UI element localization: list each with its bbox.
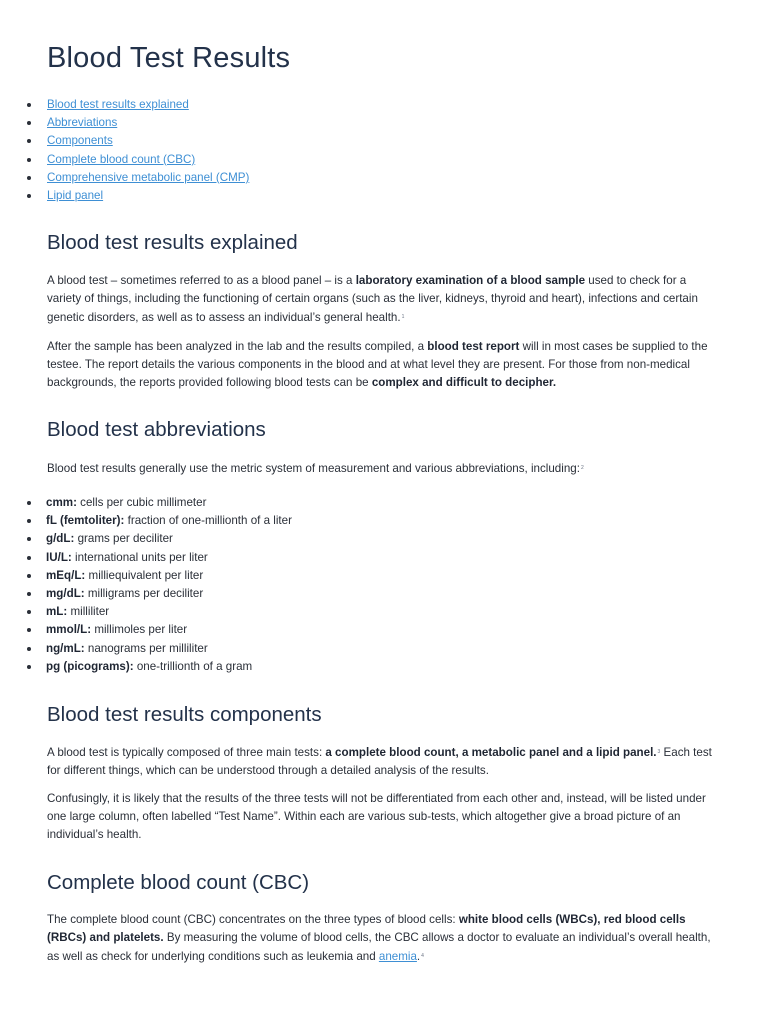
toc-item: [47, 96, 249, 114]
abbr-term: IU/L:: [46, 550, 72, 564]
toc-item: [47, 151, 249, 169]
abbr-definition: millimoles per liter: [94, 623, 188, 637]
text-run: will in most cases be supplied to the testee. The report details the various components in the blood and at what level they are present. For those from non-medical backgrounds, the reports provided following blood tests can be: [47, 340, 708, 389]
toc-link-components[interactable]: Components: [47, 134, 113, 148]
abbr-term: mmol/L:: [46, 623, 92, 637]
abbr-term: pg (picograms):: [46, 659, 134, 673]
bold-text: white blood cells (WBCs), red blood cells (RBCs) and platelets.: [47, 913, 686, 944]
abbr-definition: milliliter: [70, 605, 110, 619]
bold-text: laboratory examination of a blood sample: [355, 274, 586, 287]
text-run: A blood test is typically composed of three main tests:: [47, 746, 326, 759]
abbr-term: mL:: [46, 605, 68, 619]
text-run: used to check for a variety of things, including the functioning of certain organs (such as the liver, kidneys, thyroid and heart), infections and certain genetic disorders, as well as to assess an individual’s general health.: [47, 274, 698, 324]
page-title: Blood Test Results: [47, 42, 291, 74]
footnote-ref[interactable]: 4: [421, 953, 424, 959]
abbr-term: cmm:: [46, 496, 77, 509]
table-of-contents: [47, 96, 249, 205]
bold-text: blood test report: [427, 340, 520, 353]
explained-paragraph-1: [47, 272, 722, 327]
section-heading-cbc: Complete blood count (CBC): [47, 871, 310, 894]
footnote-ref[interactable]: 2: [580, 465, 584, 471]
abbr-term: ng/mL:: [46, 641, 85, 655]
list-item: [46, 512, 292, 530]
text-run: After the sample has been analyzed in the lab and the results compiled, a: [47, 340, 428, 353]
abbr-definition: grams per deciliter: [77, 532, 173, 546]
toc-link-cmp[interactable]: Comprehensive metabolic panel (CMP): [47, 170, 250, 184]
anemia-link[interactable]: anemia: [378, 950, 417, 963]
list-item: [46, 494, 292, 512]
abbr-term: g/dL:: [46, 532, 75, 546]
abbr-definition: milliequivalent per liter: [88, 568, 204, 582]
footnote-ref[interactable]: 3: [657, 749, 661, 755]
list-item: [46, 567, 292, 585]
bold-text: complex and difficult to decipher.: [371, 376, 557, 389]
abbr-term: mg/dL:: [46, 587, 85, 601]
section-heading-components: Blood test results components: [47, 703, 322, 726]
list-item: [46, 549, 292, 567]
abbreviation-list: [46, 494, 292, 676]
text-run: Blood test results generally use the metric system of measurement and various abbreviations, including:: [47, 462, 580, 475]
abbr-definition: fraction of one-millionth of a liter: [127, 514, 292, 528]
abbr-definition: international units per liter: [75, 550, 208, 564]
text-run: By measuring the volume of blood cells, the CBC allows a doctor to evaluate an individual’s overall health, as well as check for underlying conditions such as leukemia and: [47, 931, 711, 963]
toc-link-cbc[interactable]: Complete blood count (CBC): [47, 152, 196, 166]
abbreviations-intro: [47, 459, 722, 478]
abbr-definition: cells per cubic millimeter: [80, 496, 207, 509]
abbr-definition: one-trillionth of a gram: [136, 659, 253, 673]
toc-link-abbreviations[interactable]: Abbreviations: [47, 116, 118, 130]
list-item: [46, 585, 292, 603]
section-heading-explained: Blood test results explained: [47, 231, 298, 254]
toc-item: [47, 187, 249, 205]
toc-item: [47, 169, 249, 187]
toc-link-explained[interactable]: Blood test results explained: [47, 98, 189, 111]
components-paragraph-1: [47, 743, 722, 780]
toc-item: [47, 132, 249, 150]
text-run: A blood test – sometimes referred to as a blood panel – is a: [47, 274, 356, 287]
list-item: [46, 621, 292, 639]
footnote-ref[interactable]: 1: [401, 314, 405, 320]
toc-item: [47, 114, 249, 132]
list-item: [46, 603, 292, 621]
abbr-definition: milligrams per deciliter: [87, 587, 204, 601]
abbr-definition: nanograms per milliliter: [87, 641, 208, 655]
text-run: Each test for different things, which can be understood through a detailed analysis of the results.: [47, 746, 712, 777]
cbc-paragraph-1: [47, 911, 722, 966]
bold-text: a complete blood count, a metabolic panel and a lipid panel.: [325, 746, 657, 759]
explained-paragraph-2: [47, 338, 722, 392]
list-item: [46, 658, 292, 676]
abbr-term: fL (femtoliter):: [46, 514, 125, 528]
section-heading-abbreviations: Blood test abbreviations: [47, 418, 266, 441]
list-item: [46, 530, 292, 548]
abbr-term: mEq/L:: [46, 568, 86, 582]
text-run: .: [416, 950, 421, 963]
toc-link-lipid[interactable]: Lipid panel: [47, 189, 104, 203]
components-paragraph-2: Confusingly, it is likely that the results of the three tests will not be differentiated from each other and, instead, will be listed under one large column, often labelled “Test Name”. Within each are various sub-tests, which altogether give a broad picture of an individual’s health.: [47, 792, 706, 841]
list-item: [46, 640, 292, 658]
text-run: The complete blood count (CBC) concentrates on the three types of blood cells:: [47, 913, 459, 926]
